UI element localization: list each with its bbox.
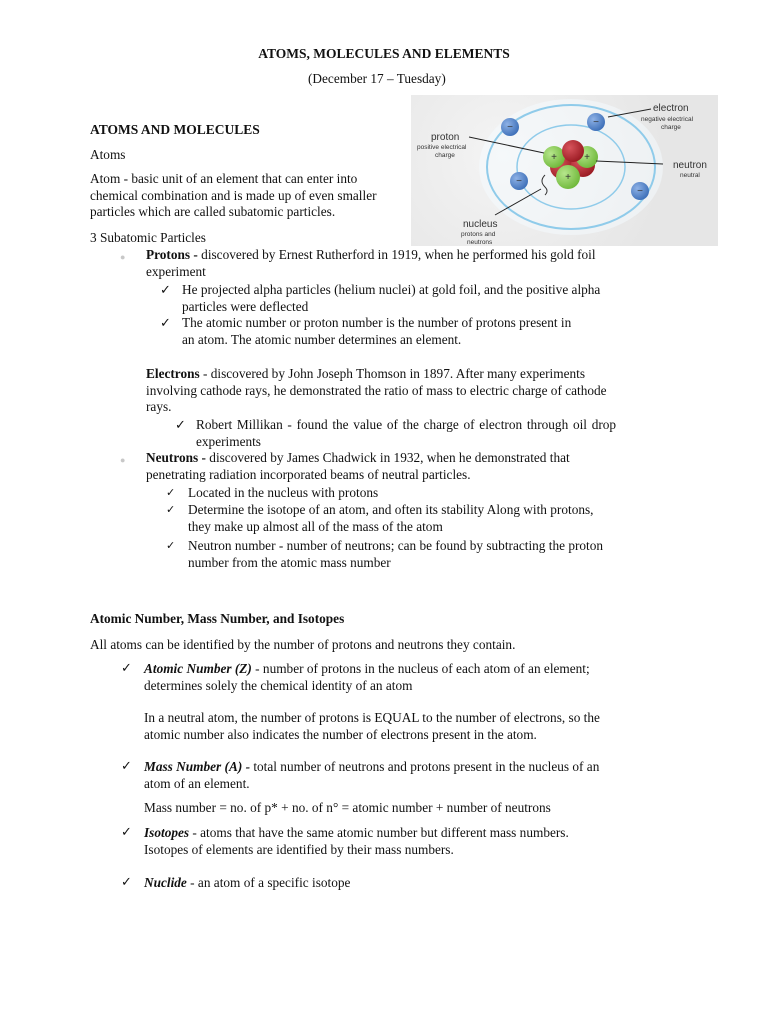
neutrons-point	[188, 485, 378, 502]
doc-title: ATOMS, MOLECULES AND ELEMENTS	[258, 46, 510, 61]
bullet-icon: ●	[120, 252, 126, 262]
check-icon: ✓	[166, 540, 176, 552]
check-icon: ✓	[121, 824, 132, 839]
protons-line	[146, 247, 596, 264]
atoms-label: Atoms	[90, 147, 126, 162]
check-icon: ✓	[175, 417, 186, 432]
electron-sublabel: negative electrical	[641, 116, 694, 123]
electrons-point-line: experiments	[196, 433, 261, 449]
proton-sign: +	[584, 152, 590, 163]
electron-label: electron	[653, 103, 689, 114]
check-icon: ✓	[166, 504, 176, 516]
protons-point-line: an atom. The atomic number determines an element.	[182, 331, 462, 347]
protons-point-line: particles were deflected	[182, 298, 309, 314]
atomic-number-term: Atomic Number (Z)	[144, 661, 252, 676]
proton-label: proton	[431, 132, 460, 143]
isotopes-term: Isotopes	[144, 825, 190, 840]
neutrons-point	[188, 502, 594, 535]
neutral-atom-note	[144, 710, 600, 743]
neutrons-term: Neutrons -	[146, 450, 206, 465]
electron-sign: −	[593, 117, 599, 128]
nucleus-label: nucleus	[463, 219, 498, 230]
check-icon: ✓	[121, 874, 132, 889]
atomic-number-line: determines solely the chemical identity of an atom	[144, 677, 413, 693]
atom-diagram	[411, 95, 718, 246]
atom-diagram-svg	[411, 95, 718, 246]
section2-intro: All atoms can be identified by the number of protons and neutrons they contain.	[90, 637, 516, 652]
neutrons-entry	[146, 450, 570, 483]
subatomic-heading: 3 Subatomic Particles	[90, 230, 206, 245]
electrons-point-line: Robert Millikan - found the value of the charge of electron through oil drop	[196, 417, 617, 432]
mass-number-term: Mass Number (A) -	[144, 759, 251, 774]
isotopes-entry	[144, 825, 569, 858]
electrons-entry	[146, 366, 607, 416]
neutrons-point-line: they make up almost all of the mass of the atom	[188, 518, 443, 534]
neutrons-line	[146, 450, 570, 467]
atomic-number-entry	[144, 661, 590, 694]
doc-date: (December 17 – Tuesday)	[308, 71, 446, 86]
mass-number-formula: Mass number = no. of p* + no. of n° = atomic number + number of neutrons	[144, 800, 551, 815]
neutral-atom-note-line: atomic number also indicates the number of electrons present in the atom.	[144, 726, 537, 742]
section-heading-atoms-molecules: ATOMS AND MOLECULES	[90, 122, 260, 137]
isotopes-line	[144, 825, 569, 842]
atom-definition-line: chemical combination and is made up of even smaller	[90, 187, 377, 203]
nuclide-entry	[144, 875, 350, 892]
atomic-number-text: - number of protons in the nucleus of each atom of an element;	[251, 661, 590, 676]
neutron-label: neutron	[673, 160, 707, 171]
check-icon: ✓	[160, 315, 171, 330]
electrons-point	[196, 417, 678, 450]
isotopes-line: Isotopes of elements are identified by their mass numbers.	[144, 841, 454, 857]
electrons-term: Electrons	[146, 366, 200, 381]
nucleus-sublabel: neutrons	[467, 239, 493, 246]
electron-sign: −	[516, 176, 522, 187]
nuclide-text: - an atom of a specific isotope	[186, 875, 351, 890]
neutrons-text: discovered by James Chadwick in 1932, when he demonstrated that	[205, 450, 570, 465]
atom-definition	[90, 171, 377, 221]
protons-entry	[146, 247, 596, 280]
mass-number-entry	[144, 759, 599, 792]
neutrons-point-line: Determine the isotope of an atom, and often its stability Along with protons,	[188, 502, 594, 517]
nucleus-sublabel: protons and	[461, 231, 496, 238]
protons-term: Protons -	[146, 247, 198, 262]
check-icon: ✓	[121, 660, 132, 675]
neutrons-point-line: Neutron number - number of neutrons; can be found by subtracting the proton	[188, 538, 604, 553]
nuclide-line	[144, 875, 350, 892]
check-icon: ✓	[166, 487, 176, 499]
nuclide-term: Nuclide	[144, 875, 187, 890]
protons-text: discovered by Ernest Rutherford in 1919, when he performed his gold foil	[197, 247, 596, 262]
bullet-icon: ●	[120, 455, 126, 465]
check-icon: ✓	[160, 282, 171, 297]
protons-line: experiment	[146, 263, 206, 279]
protons-point	[182, 282, 600, 315]
electrons-line	[146, 366, 607, 383]
atom-definition-line: Atom - basic unit of an element that can enter into	[90, 171, 358, 186]
neutron-sublabel: neutral	[680, 172, 700, 179]
neutral-atom-note-line: In a neutral atom, the number of protons is EQUAL to the number of electrons, so the	[144, 710, 600, 725]
proton-sign: +	[565, 172, 571, 183]
electrons-line: involving cathode rays, he demonstrated the ratio of mass to electric charge of cathode	[146, 382, 607, 398]
proton-sublabel: positive electrical	[417, 144, 467, 151]
electrons-line: rays.	[146, 399, 172, 414]
protons-point-line: The atomic number or proton number is the number of protons present in	[182, 315, 572, 330]
neutrons-point	[188, 538, 603, 571]
neutrons-point-line: number from the atomic mass number	[188, 554, 391, 570]
mass-number-text: total number of neutrons and protons present in the nucleus of an	[250, 759, 600, 774]
mass-number-line: atom of an element.	[144, 775, 250, 791]
protons-point-line: He projected alpha particles (helium nuclei) at gold foil, and the positive alpha	[182, 282, 601, 297]
check-icon: ✓	[121, 758, 132, 773]
electron-sign: −	[507, 122, 513, 133]
neutrons-point-line: Located in the nucleus with protons	[188, 485, 379, 500]
electron-sign: −	[637, 186, 643, 197]
neutrons-line: penetrating radiation incorporated beams of neutral particles.	[146, 466, 471, 482]
proton-sublabel: charge	[435, 152, 455, 159]
section-heading-atomic-number: Atomic Number, Mass Number, and Isotopes	[90, 611, 345, 626]
neutron-particle	[562, 140, 584, 162]
electron-sublabel: charge	[661, 124, 681, 131]
isotopes-text: - atoms that have the same atomic number but different mass numbers.	[189, 825, 569, 840]
mass-number-line	[144, 759, 599, 776]
electrons-text: - discovered by John Joseph Thomson in 1897. After many experiments	[199, 366, 585, 381]
atomic-number-line	[144, 661, 590, 678]
protons-point	[182, 315, 571, 348]
proton-sign: +	[551, 152, 557, 163]
atom-definition-line: particles which are called subatomic particles.	[90, 204, 336, 219]
